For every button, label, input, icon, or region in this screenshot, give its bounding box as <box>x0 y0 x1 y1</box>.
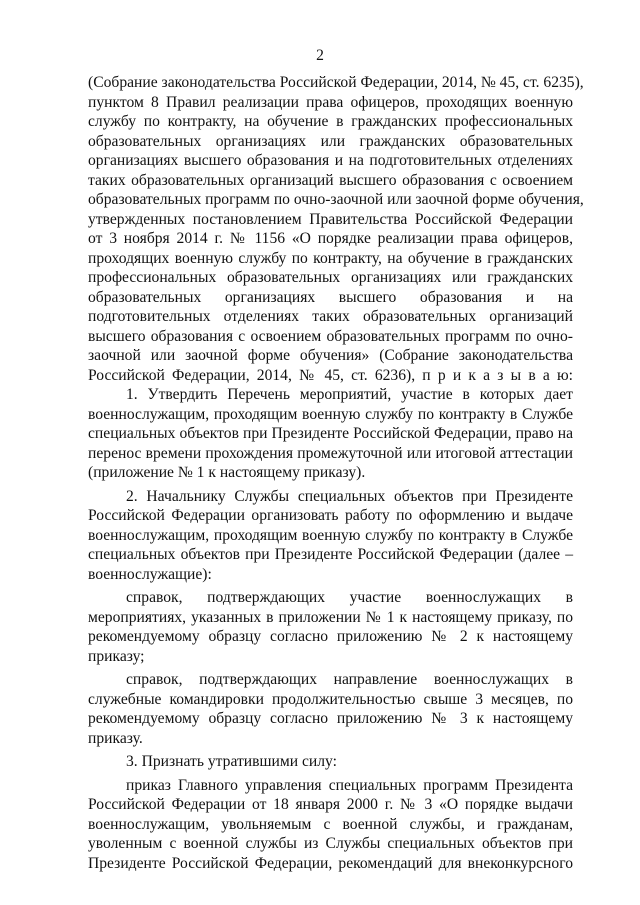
text-line: утвержденных постановлением Правительства Российской Федерации <box>88 210 573 228</box>
text-line: военнослужащим, увольняемым с военной службы, и гражданам, <box>88 815 573 833</box>
text-line: высшего образования с освоением образовательных программ по очно- <box>88 327 573 345</box>
text-line: подготовительных отделениях таких образовательных организаций <box>88 308 573 325</box>
text-line: справок, подтверждающих участие военнослужащих в <box>126 589 573 606</box>
text-line: образовательных организациях высшего образования и на <box>88 288 573 306</box>
text-line: приказу. <box>88 729 143 747</box>
text-line: военнослужащим, проходящим военную службу по контракту в Службе <box>88 526 573 544</box>
text-line: образовательных программ по очно-заочной или заочной форме обучения, <box>88 191 584 208</box>
text-line: перенос времени прохождения промежуточной или итоговой аттестации <box>88 444 573 462</box>
text-line: профессиональных образовательных организациях или гражданских <box>88 269 573 286</box>
text-line: служебные командировки продолжительностью свыше 3 месяцев, по <box>88 690 573 708</box>
text-line: (приложение № 1 к настоящему приказу). <box>88 464 366 481</box>
text-line: военнослужащим, проходящим военную службу по контракту в Службе <box>88 405 573 423</box>
document-body <box>88 73 584 873</box>
text-line: заочной или заочной форме обучения» (Собрание законодательства <box>88 347 573 364</box>
text-line: Российской Федерации, 2014, № 45, ст. 6236), п р и к а з ы в а ю: <box>88 366 573 384</box>
text-line: Российской Федерации от 18 января 2000 г. № 3 «О порядке выдачи <box>88 796 573 813</box>
text-line: Президенте Российской Федерации, рекомендаций для внеконкурсного <box>88 854 573 872</box>
text-line: службу по контракту, на обучение в гражданских профессиональных <box>88 113 573 130</box>
text-line: 2. Начальнику Службы специальных объектов при Президенте <box>126 487 573 505</box>
page-number: 2 <box>316 47 324 64</box>
text-line: от 3 ноября 2014 г. № 1156 «О порядке реализации права офицеров, <box>88 230 573 247</box>
text-line: приказу; <box>88 647 145 665</box>
text-line: военнослужащие): <box>88 565 212 583</box>
text-line: специальных объектов при Президенте Российской Федерации, право на <box>88 425 573 442</box>
text-line: проходящих военную службу по контракту, на обучение в гражданских <box>88 249 573 267</box>
text-line: справок, подтверждающих направление военнослужащих в <box>126 671 573 688</box>
text-line: образовательных организациях или гражданских образовательных <box>88 132 573 150</box>
text-line: приказ Главного управления специальных программ Президента <box>126 776 573 794</box>
text-line: рекомендуемому образцу согласно приложению № 3 к настоящему <box>88 710 573 727</box>
text-line: специальных объектов при Президенте Российской Федерации (далее – <box>88 546 573 563</box>
text-line: таких образовательных организаций высшего образования с освоением <box>88 171 573 189</box>
text-line: пунктом 8 Правил реализации права офицеров, проходящих военную <box>88 93 573 111</box>
text-line: рекомендуемому образцу согласно приложению № 2 к настоящему <box>88 628 573 645</box>
text-line: (Собрание законодательства Российской Федерации, 2014, № 45, ст. 6235), <box>88 74 584 91</box>
text-line: 1. Утвердить Перечень мероприятий, участие в которых дает <box>126 386 573 403</box>
text-line: Российской Федерации организовать работу по оформлению и выдаче <box>88 507 573 524</box>
text-line: 3. Признать утратившими силу: <box>126 753 337 770</box>
text-line: организациях высшего образования и на подготовительных отделениях <box>88 152 573 169</box>
text-line: уволенным с военной службы из Службы специальных объектов при <box>88 835 573 852</box>
text-line: мероприятиях, указанных в приложении № 1 к настоящему приказу, по <box>88 608 573 626</box>
